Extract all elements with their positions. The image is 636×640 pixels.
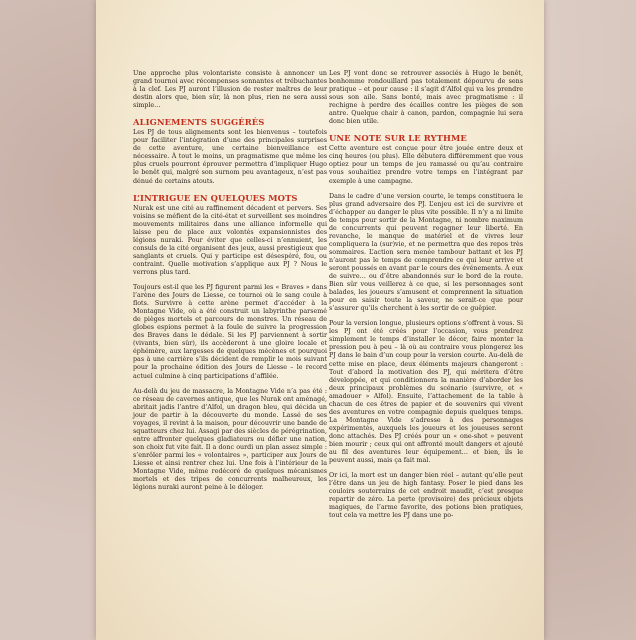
left-intro-paragraph: Une approche plus volontariste consiste à annoncer un grand tournoi avec récompenses sonnantes et trébuchantes à la clef. Les PJ auront l’illusion de rester maîtres de leur destin alors que, bien sûr, là non plus, rien ne sera aussi simple…: [133, 70, 327, 110]
section-heading-alignements: ALIGNEMENTS SUGGÉRÉS: [133, 117, 265, 128]
rythme-paragraph-4: Or ici, la mort est un danger bien réel – autant qu’elle peut l’être dans un jeu de high fantasy. Poser le pied dans les couloirs souterrains de cet endroit maudit, c’est presque repartir de zéro. La perte (provisoire) des précieux objets magiques, de l’arme favorite, des potions bien pratiques, tout cela va mettre les PJ dans une po-: [329, 472, 523, 520]
rythme-paragraph-3: Pour la version longue, plusieurs options s’offrent à vous. Si les PJ ont été créés pour l’occasion, vous prendrez simplement le temps d’installer le décor, faire monter la pression peu à peu – là où au contraire vous plongerez les PJ dans le bain d’un coup pour la version courte. Au-delà de cette mise en place, deux éléments majeurs changeront : Tout d’abord la motivation des PJ, qui méritera d’être développée, et qui conditionnera la manière d’aborder les deux principaux problèmes du scénario (survivre, et « amadouer » Alfol). Ensuite, l’attachement de la table à chacun de ces êtres de papier et de souvenirs qui vivent des aventures en votre compagnie depuis quelques temps. La Montagne Vide s’adresse à des personnages expérimentés, auxquels les joueurs et les joueuses seront donc attachés. Des PJ créés pour un « one-shot » peuvent bien mourir ; ceux qui ont affronté moult dangers et ajouté au fil des aventures leur équipement… et bien, ils le peuvent aussi, mais ça fait mal.: [329, 320, 523, 465]
rythme-paragraph-1: Cette aventure est conçue pour être jouée entre deux et cinq heures (ou plus). Elle débutera différemment que vous optiez pour un temps de jeu ramassé ou qu’au contraire vous souhaitiez prendre votre temps en l’intégrant par exemple à une campagne.: [329, 145, 523, 185]
right-column: [329, 70, 523, 527]
intrigue-paragraph-3: Au-delà du jeu de massacre, la Montagne Vide n’a pas été : ce réseau de cavernes antique, que les Nurak ont aménagé, abritait jadis l’antre d’Alfol, un dragon bleu, qui décida un jour de partir à la découverte du monde. Lassé de ses voyages, il revint à la maison, pour découvrir une bande de squatteurs chez lui. Assagi par des siècles de pérégrination, entre affronter quelques gladiateurs ou défier une nation, son choix fut vite fait. Il a donc ourdi un plan assez simple : s’enrôler parmi les « volontaires », participer aux Jours de Liesse et ainsi rentrer chez lui. Une fois à l’intérieur de la Montagne Vide, même redécoré de quelques mécanismes mortels et des tripes de concurrents malheureux, les légions nuraki auront peine à le déloger.: [133, 387, 327, 492]
intrigue-paragraph-2: Toujours est-il que les PJ figurent parmi les « Braves » dans l’arène des Jours de Liesse, ce tournoi où le sang coule à flots. Survivre à cette arène permet d’accéder à la Montagne Vide, où a été construit un labyrinthe parsemé de pièges mortels et parcours de monstres. Un réseau de globes espions permet à la foule de suivre la progression des Braves dans le dédale. Si les PJ parviennent à sortir (vivants, bien sûr), ils accèderont à une gloire locale et éphémère, aux largesses de quelques mécènes et pourquoi pas à une carrière s’ils décident de remplir le mois suivant pour la prochaine édition des Jours de Liesse – le record actuel culmine à cinq participations d’affilée.: [133, 283, 327, 380]
alignements-paragraph: Les PJ de tous alignements sont les bienvenus – toutefois pour faciliter l’intégration d’une des principales surprises de cette aventure, une certaine bienveillance est nécessaire. À tout le moins, un pragmatisme que même les plus cruels pourront éprouver permettra d’impliquer Hugo le benêt qui, malgré son surnom peu avantageux, n’est pas dénué de certains atouts.: [133, 129, 327, 185]
rythme-paragraph-2: Dans le cadre d’une version courte, le temps constituera le plus grand adversaire des PJ. L’enjeu est ici de survivre et d’échapper au danger le plus vite possible. Il n’y a ni limite de temps pour sortir de la Montagne, ni nombre maximum de concurrents qui peuvent regagner leur liberté. En revanche, le manque de matériel et de vivres leur compliquera la (sur)vie, et ne permettra que des repos très sommaires. L’action sera menée tambour battant et les PJ n’auront pas le temps de comprendre ce qui leur arrive et seront poussés en avant par le cours des événements. À eux de suivre… ou d’être abandonnés sur le bord de la route. Bien sûr vous veillerez à ce que, si les personnages sont balades, les joueurs s’amusent et comprennent la situation pour en saisir toute la saveur, ne serait-ce que pour s’assurer qu’ils cherchent à les sortir de ce guêpier.: [329, 192, 523, 313]
right-intro-paragraph: Les PJ vont donc se retrouver associés à Hugo le benêt, bonhomme rondouillard pas totalement dépourvu de sens pratique – et pour cause : il s’agit d’Alfol qui va les prendre sous son aile. Sans bonté, mais avec pragmatisme : il rechigne à perdre des écailles contre les pièges de son antre. Quelque chair à canon, pardon, compagnie lui sera donc bien utile.: [329, 70, 523, 126]
left-column: [133, 70, 327, 499]
intrigue-paragraph-1: Nurak est une cité au raffinement décadent et pervers. Ses voisins se méfient de la cité-état et surveillent ses moindres mouvements militaires dans une alliance informelle qui laisse peu de place aux volontés expansionnistes des légions nuraki. Pour éviter que celles-ci n’ennuient, les consuls de la cité organisent des jeux, aussi prestigieux que sanglants et cruels. Qui y participe est désespéré, fou, ou contraint. Quelle motivation s’applique aux PJ ? Nous le verrons plus tard.: [133, 204, 327, 276]
section-heading-intrigue: L’INTRIGUE EN QUELQUES MOTS: [133, 192, 298, 203]
section-heading-rythme: UNE NOTE SUR LE RYTHME: [329, 133, 467, 144]
